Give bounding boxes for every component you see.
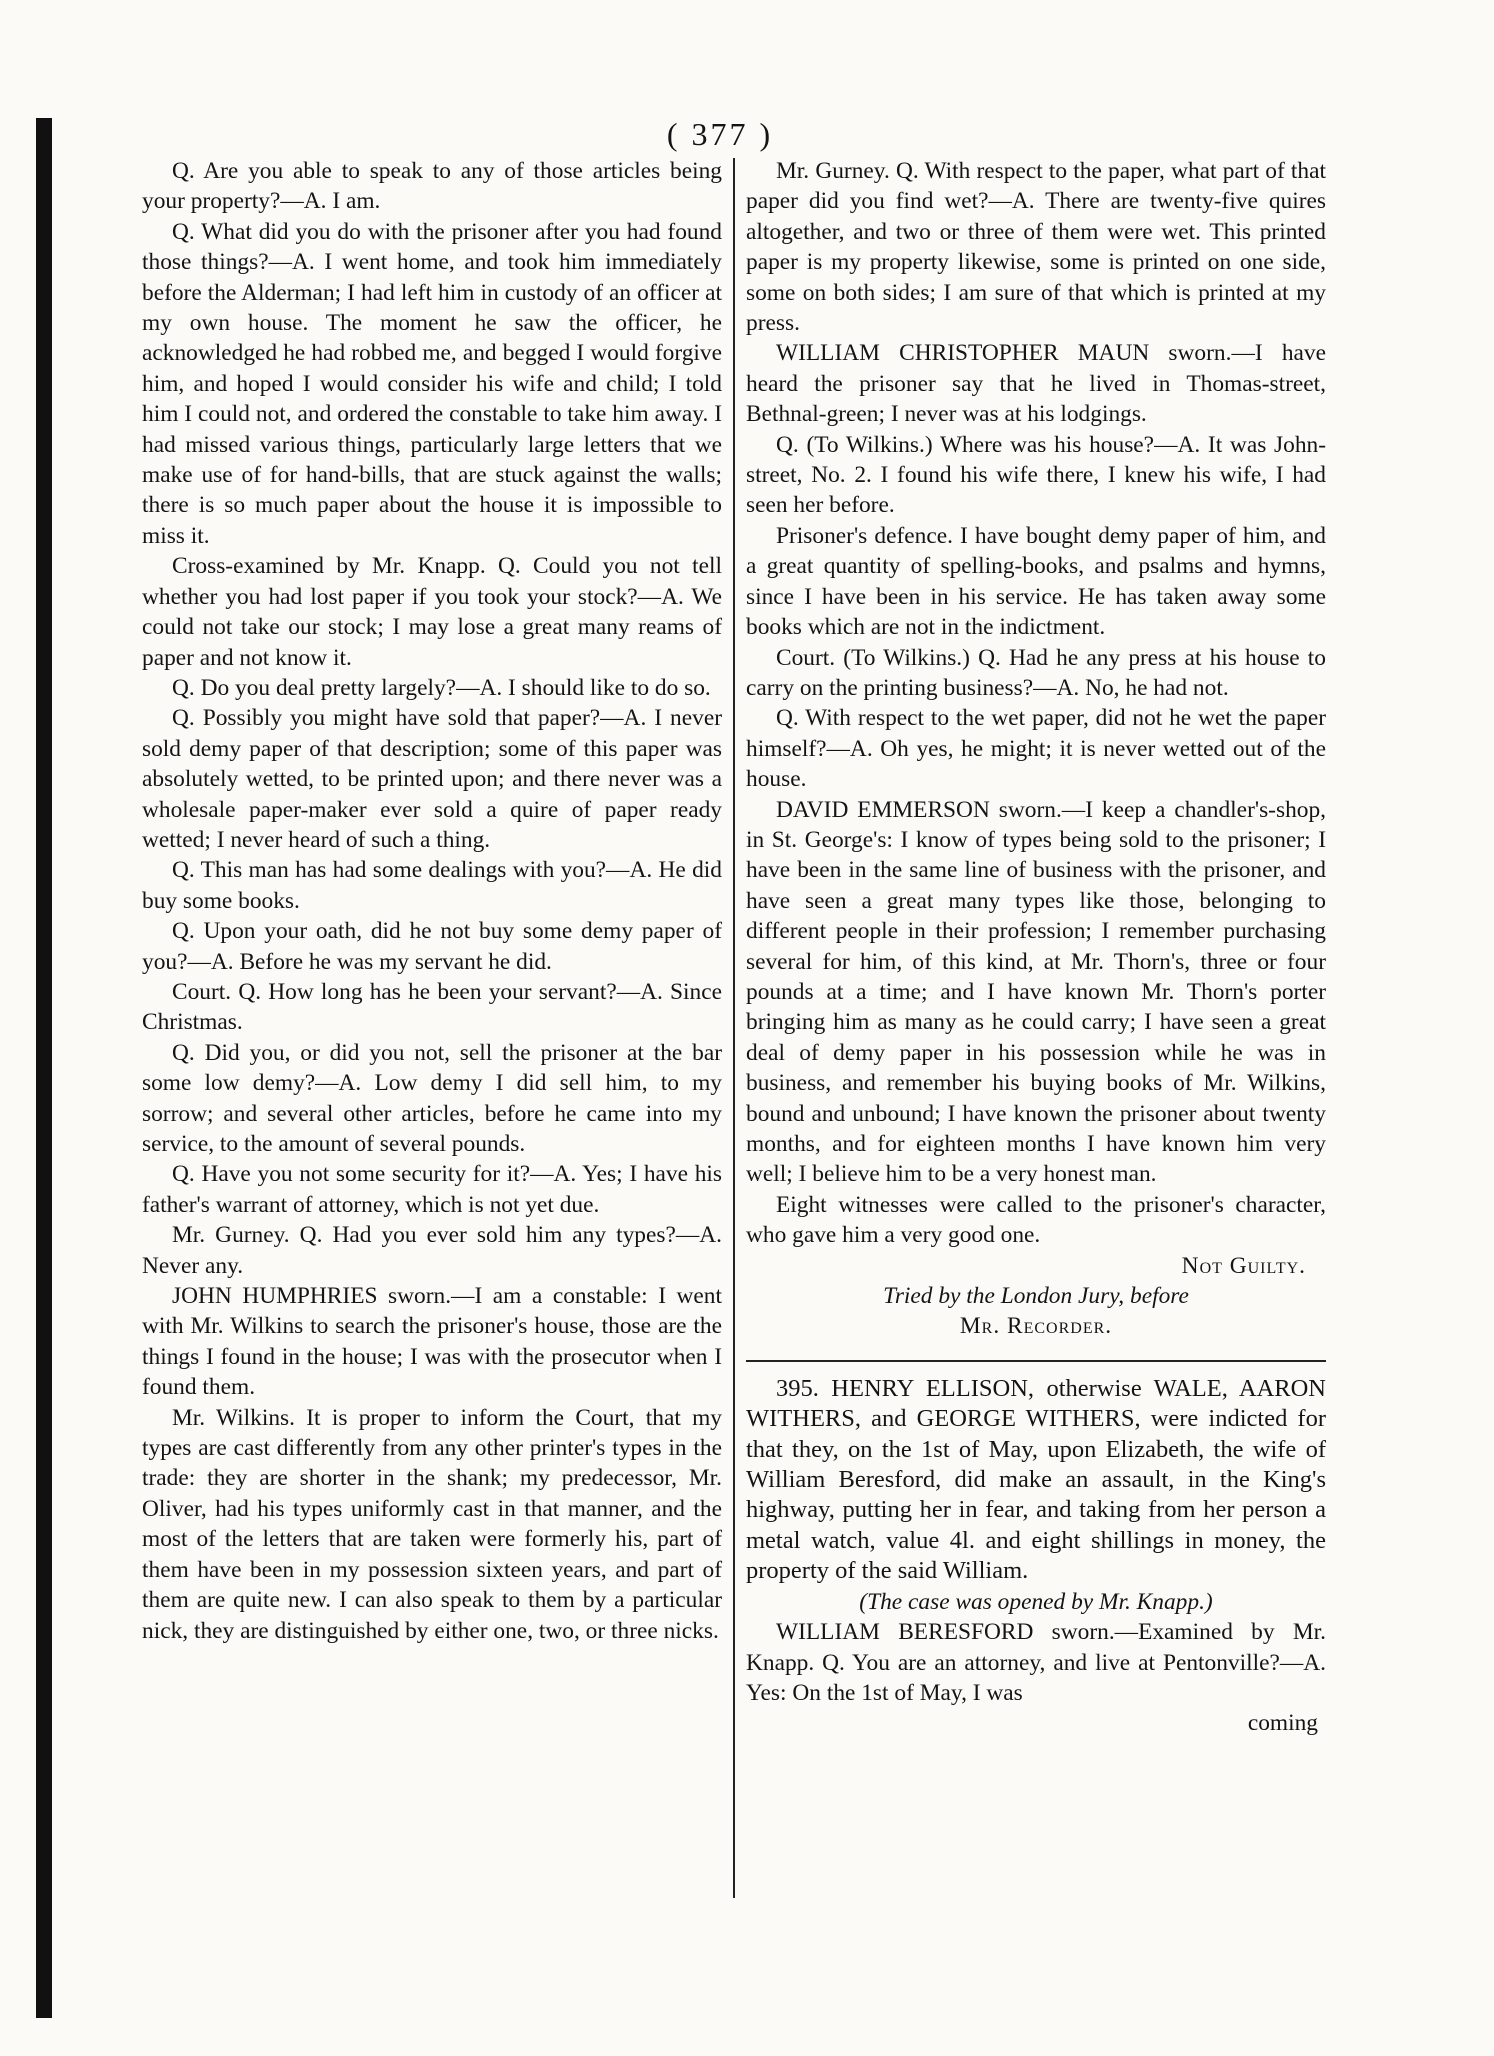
case-opened-note [746,1587,1326,1617]
case-395-heading: 395. HENRY ELLISON, otherwise WALE, AARON WITHERS, and GEORGE WITHERS, were indicted for that they, on the 1st of May, upon Elizabeth, the wife of William Beresford, did make an assault, in the King's highway, putting her in fear, and taking from her person a metal watch, value 4l. and eight shillings in money, the property of the said William. [746,1374,1326,1585]
paragraph: Court. Q. How long has he been your servant?—A. Since Christmas. [142,978,722,1036]
tried-line [746,1281,1326,1311]
paragraph: Q. Possibly you might have sold that paper?—A. I never sold demy paper of that description; some of this paper was absolutely wetted, to be printed upon; and there never was a wholesale paper-maker ever sold a quire of paper ready wetted; I never heard of such a thing. [142,705,722,853]
binding-shadow [36,118,52,2018]
paragraph: Q. Did you, or did you not, sell the prisoner at the bar some low demy?—A. Low demy I did sell him, to my sorrow; and several other articles, before he came into my service, to the amount of several pounds. [142,1039,722,1157]
right-column [746,156,1326,1739]
tried-line-1: Tried by the London Jury, before [883,1283,1189,1310]
left-column [142,156,722,1646]
page-number: ( 377 ) [666,116,774,152]
paragraph: Prisoner's defence. I have bought demy paper of him, and a great quantity of spelling-books, and psalms and hymns, since I have been in his service. He has taken away some books which are not in the indictment. [746,522,1326,641]
paragraph: Q. (To Wilkins.) Where was his house?—A. It was John-street, No. 2. I found his wife there, I knew his wife, I had seen her before. [746,431,1326,519]
paragraph: Q. With respect to the wet paper, did not he wet the paper himself?—A. Oh yes, he might; it is never wetted out of the house. [746,705,1326,793]
paragraph: Cross-examined by Mr. Knapp. Q. Could you not tell whether you had lost paper if you took your stock?—A. We could not take our stock; I may lose a great many reams of paper and not know it. [142,553,722,671]
paragraph: WILLIAM BERESFORD sworn.—Examined by Mr. Knapp. Q. You are an attorney, and live at Pentonville?—A. Yes: On the 1st of May, I was [746,1619,1326,1706]
tried-judge: Mr. Recorder. [959,1313,1113,1340]
paragraph: Q. Upon your oath, did he not buy some demy paper of you?—A. Before he was my servant he did. [142,918,722,975]
paragraph: Q. Have you not some security for it?—A. Yes; I have his father's warrant of attorney, which is not yet due. [142,1161,722,1218]
paragraph: Mr. Gurney. Q. With respect to the paper, what part of that paper did you find wet?—A. There are twenty-five quires altogether, and two or three of them were wet. This printed paper is my property likewise, some is printed on one side, some on both sides; I am sure of that which is printed at my press. [746,158,1326,337]
paragraph: Q. What did you do with the prisoner after you had found those things?—A. I went home, and took him immediately before the Alderman; I had left him in custody of an officer at my own house. The moment he saw the officer, he acknowledged he had robbed me, and begged I would forgive him, and hoped I would consider his wife and child; I told him I could not, and ordered the constable to take him away. I had missed various things, particularly large letters that we make use of for hand-bills, that are stuck against the walls; there is so much paper about the house it is impossible to miss it. [142,218,722,549]
paragraph: Mr. Gurney. Q. Had you ever sold him any types?—A. Never any. [142,1222,722,1279]
paragraph: Q. Do you deal pretty largely?—A. I should like to do so. [172,674,711,701]
paragraph: WILLIAM CHRISTOPHER MAUN sworn.—I have heard the prisoner say that he lived in Thomas-street, Bethnal-green; I never was at his lodgings. [746,340,1326,428]
case-opened-text: (The case was opened by Mr. Knapp.) [859,1588,1213,1615]
paragraph: Mr. Wilkins. It is proper to inform the Court, that my types are cast differently from any other printer's types in the trade: they are shorter in the shank; my predecessor, Mr. Oliver, had his types uniformly cast in that manner, and the most of the letters that are taken were formerly his, part of them have been in my possession sixteen years, and part of them are quite new. I can also speak to them by a particular nick, they are distinguished by either one, two, or three nicks. [142,1404,722,1644]
paragraph: JOHN HUMPHRIES sworn.—I am a constable: I went with Mr. Wilkins to search the prisoner's house, those are the things I found in the house; I was with the prosecutor when I found them. [142,1283,722,1401]
verdict: Not Guilty. [1181,1252,1306,1279]
paragraph: Q. This man has had some dealings with you?—A. He did buy some books. [142,857,722,914]
paragraph: Eight witnesses were called to the prisoner's character, who gave him a very good one. [746,1191,1326,1249]
catchword: coming [1247,1710,1318,1737]
case-separator [746,1360,1326,1362]
column-divider [733,158,735,1898]
paragraph: DAVID EMMERSON sworn.—I keep a chandler's-shop, in St. George's: I know of types being sold to the prisoner; I have been in the same line of business with the prisoner, and have seen a great many types like those, belonging to different people in their profession; I remember purchasing several for him, of this kind, at Mr. Thorn's, three or four pounds at a time; and I have known Mr. Thorn's porter bringing him as many as he could carry; I have seen a great deal of demy paper in his possession while he was in business, and remember his buying books of Mr. Wilkins, bound and unbound; I have known the prisoner about twenty months, and for eighteen months I have known him very well; I believe him to be a very honest man. [746,796,1326,1188]
paragraph: Court. (To Wilkins.) Q. Had he any press at his house to carry on the printing business?—A. No, he had not. [746,644,1326,701]
paragraph: Q. Are you able to speak to any of those articles being your property?—A. I am. [142,158,722,215]
